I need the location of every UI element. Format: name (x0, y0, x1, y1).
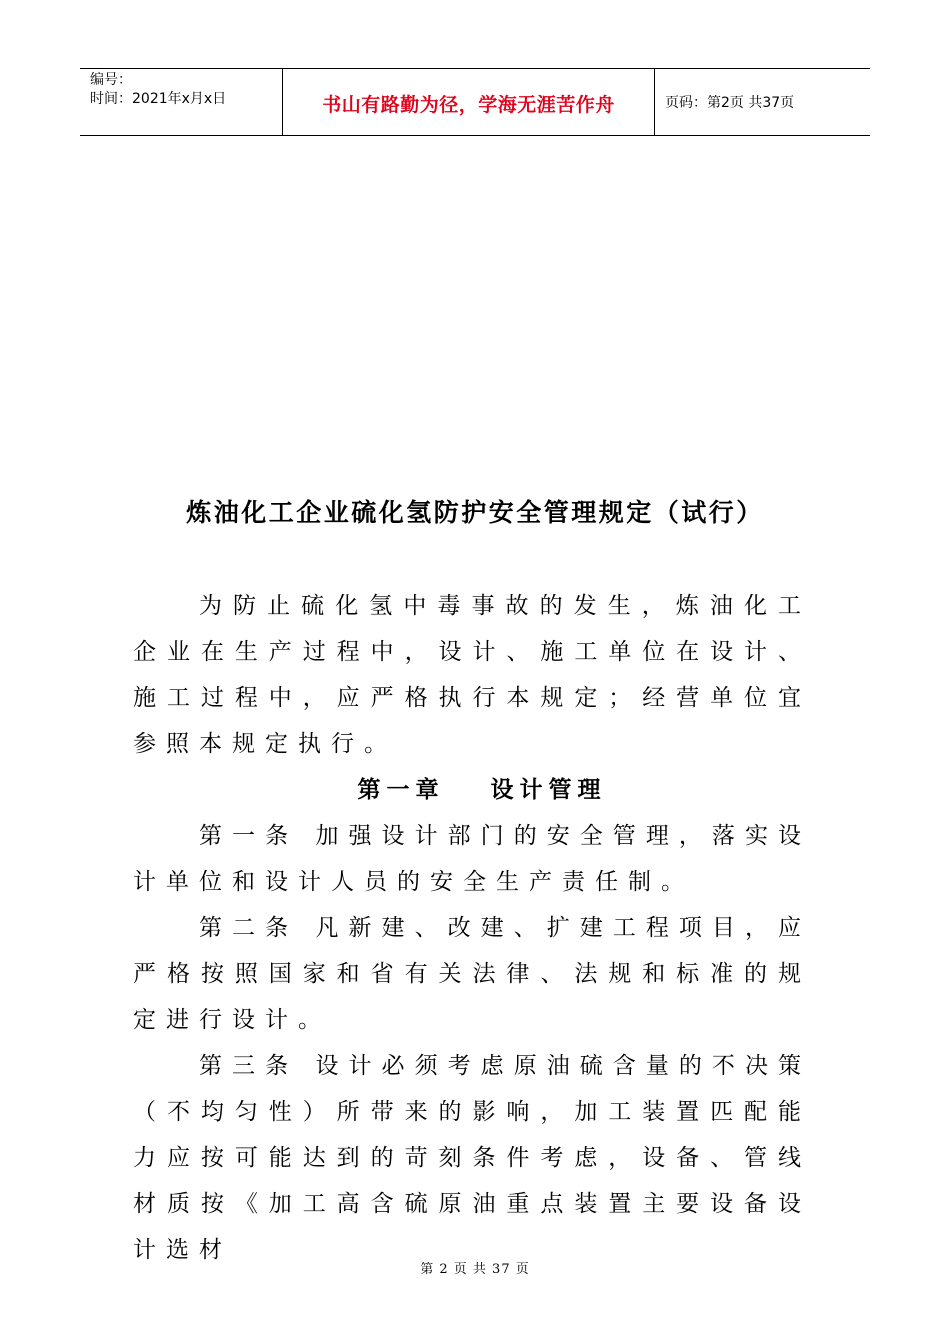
page-code: 页码：第2页 共37页 (665, 95, 795, 111)
number-label: 编号： (90, 72, 132, 88)
document-body (133, 583, 811, 1273)
article-paragraph: 第一条 加强设计部门的安全管理，落实设计单位和设计人员的安全生产责任制。 (133, 823, 811, 895)
time-label: 时间：2021年x月x日 (90, 91, 227, 107)
chapter-number: 第一章 (357, 777, 445, 803)
page-footer: 第 2 页 共 37 页 (420, 1262, 530, 1277)
page-header (80, 68, 870, 136)
intro-paragraph: 为防止硫化氢中毒事故的发生，炼油化工企业在生产过程中，设计、施工单位在设计、施工过程中，应严格执行本规定；经营单位宜参照本规定执行。 (133, 593, 811, 757)
header-meta-cell (80, 69, 282, 135)
article-paragraph: 第二条 凡新建、改建、扩建工程项目，应严格按照国家和省有关法律、法规和标准的规定进行设计。 (133, 915, 811, 1033)
header-page-cell (655, 69, 870, 135)
motto-text: 书山有路勤为径，学海无涯苦作舟 (322, 93, 615, 116)
document-title: 炼油化工企业硫化氢防护安全管理规定（试行） (186, 498, 764, 527)
chapter-title: 设计管理 (490, 777, 607, 803)
header-motto-cell (282, 69, 655, 135)
chapter-heading (133, 767, 811, 813)
article-paragraph: 第三条 设计必须考虑原油硫含量的不决策（不均匀性）所带来的影响，加工装置匹配能力应按可能达到的苛刻条件考虑，设备、管线材质按《加工高含硫原油重点装置主要设备设计选材 (133, 1053, 811, 1263)
